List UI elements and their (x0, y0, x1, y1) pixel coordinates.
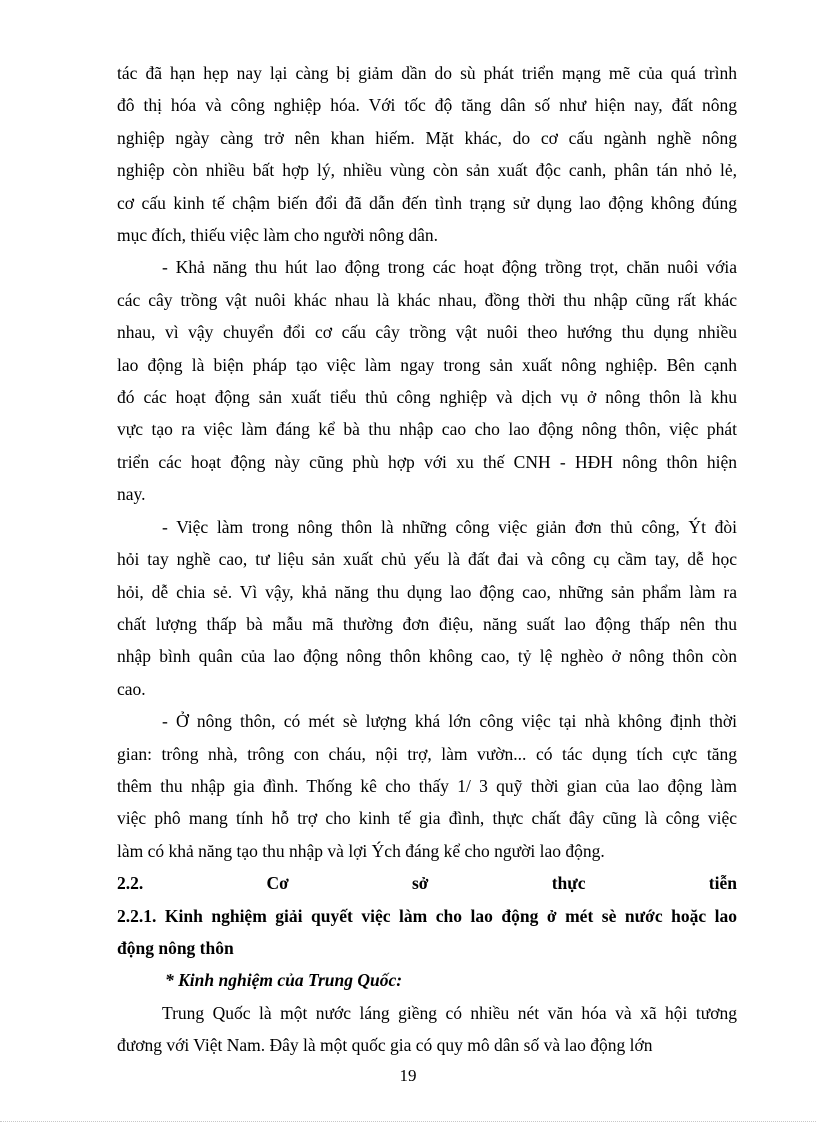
text-line: hỏi tay nghề cao, tư liệu sản xuất chủ yếu là đất đai và công cụ cầm tay, dễ học (117, 549, 737, 570)
text-line: nghiệp ngày càng trở nên khan hiếm. Mặt khác, do cơ cấu ngành nghề nông (117, 127, 737, 148)
text-line: đô thị hóa và công nghiệp hóa. Với tốc độ tăng dân số như hiện nay, đất nông (117, 95, 737, 116)
paragraph-5 (117, 997, 737, 1062)
subsection-heading-line: 2.2.1. Kinh nghiệm giải quyết việc làm cho lao động ở mét sè nước hoặc lao (117, 905, 737, 926)
section-heading-word: Cơ (266, 873, 289, 894)
text-line: lao động là biện pháp tạo việc làm ngay trong sản xuất nông nghiệp. Bên cạnh (117, 354, 737, 375)
text-line: các cây trồng vật nuôi khác nhau là khác nhau, đồng thời thu nhập cũng rất khác (117, 289, 737, 310)
page-number: 19 (399, 1066, 417, 1085)
subsection-heading (117, 900, 737, 965)
section-heading-word: tiễn (708, 873, 737, 894)
text-line: nay. (117, 484, 146, 505)
text-line: tác đã hạn hẹp nay lại càng bị giảm dần do sù phát triển mạng mẽ của quá trình (117, 63, 737, 83)
text-line: đương với Việt Nam. Đây là một quốc gia có quy mô dân số và lao động lớn (117, 1035, 653, 1056)
text-line: vực tạo ra việc làm đáng kể bà thu nhập cao cho lao động nông thôn, việc phát (117, 419, 737, 440)
paragraph-2 (117, 251, 737, 510)
text-line: cao. (117, 678, 146, 699)
text-line: làm có khả năng tạo thu nhập và lợi Ých đáng kể cho người lao động. (117, 840, 605, 861)
text-line: đó các hoạt động sản xuất tiểu thủ công nghiệp và dịch vụ ở nông thôn là khu (117, 387, 737, 408)
text-line: mục đích, thiếu việc làm cho người nông dân. (117, 225, 439, 246)
sub-subheading: * Kinh nghiệm của Trung Quốc: (165, 970, 403, 991)
paragraph-3 (117, 511, 737, 705)
text-line: nghiệp còn nhiều bất hợp lý, nhiều vùng còn sản xuất độc canh, phân tán nhỏ lẻ, (117, 160, 737, 181)
section-heading-word: sở (411, 873, 429, 894)
subsection-heading-line: động nông thôn (117, 937, 234, 958)
text-line: triển các hoạt động này cũng phù hợp với xu thế CNH - HĐH nông thôn hiện (117, 451, 737, 472)
text-line: - Việc làm trong nông thôn là những công việc giản đơn thủ công, Ýt đòi (162, 516, 737, 537)
text-line: thêm thu nhập gia đình. Thống kê cho thấy 1/ 3 quỹ thời gian của lao động làm (117, 775, 737, 796)
page-border-divider (0, 1121, 816, 1122)
text-line: cơ cấu kinh tế chậm biến đổi đã dẫn đến tình trạng sử dụng lao động không đúng (117, 192, 737, 213)
text-line: - Ở nông thôn, có mét sè lượng khá lớn công việc tại nhà không định thời (162, 711, 737, 732)
text-line: chất lượng thấp bà mẫu mã thường đơn điệu, năng suất lao động thấp nên thu (117, 613, 737, 634)
section-heading (117, 867, 737, 899)
text-line: gian: trông nhà, trông con cháu, nội trợ, làm vườn... có tác dụng tích cực tăng (117, 743, 737, 764)
text-line: việc phô mang tính hỗ trợ cho kinh tế gia đình, thực chất đây cũng là công việc (117, 808, 737, 829)
text-line: - Khả năng thu hút lao động trong các hoạt động trồng trọt, chăn nuôi vớia (162, 257, 737, 278)
paragraph-4 (117, 705, 737, 867)
paragraph-1 (117, 57, 737, 251)
text-line: nhau, vì vậy chuyển đổi cơ cấu cây trồng vật nuôi theo hướng thu dụng nhiều (117, 322, 737, 343)
document-page (117, 57, 737, 1062)
section-heading-word: thực (551, 873, 586, 894)
text-line: hỏi, dễ chia sẻ. Vì vậy, khả năng thu dụng lao động cao, những sản phẩm làm ra (117, 581, 737, 602)
section-number: 2.2. (117, 873, 144, 894)
text-line: Trung Quốc là một nước láng giềng có nhiều nét văn hóa và xã hội tương (162, 1002, 737, 1023)
text-line: nhập bình quân của lao động nông thôn không cao, tỷ lệ nghèo ở nông thôn còn (117, 646, 737, 667)
